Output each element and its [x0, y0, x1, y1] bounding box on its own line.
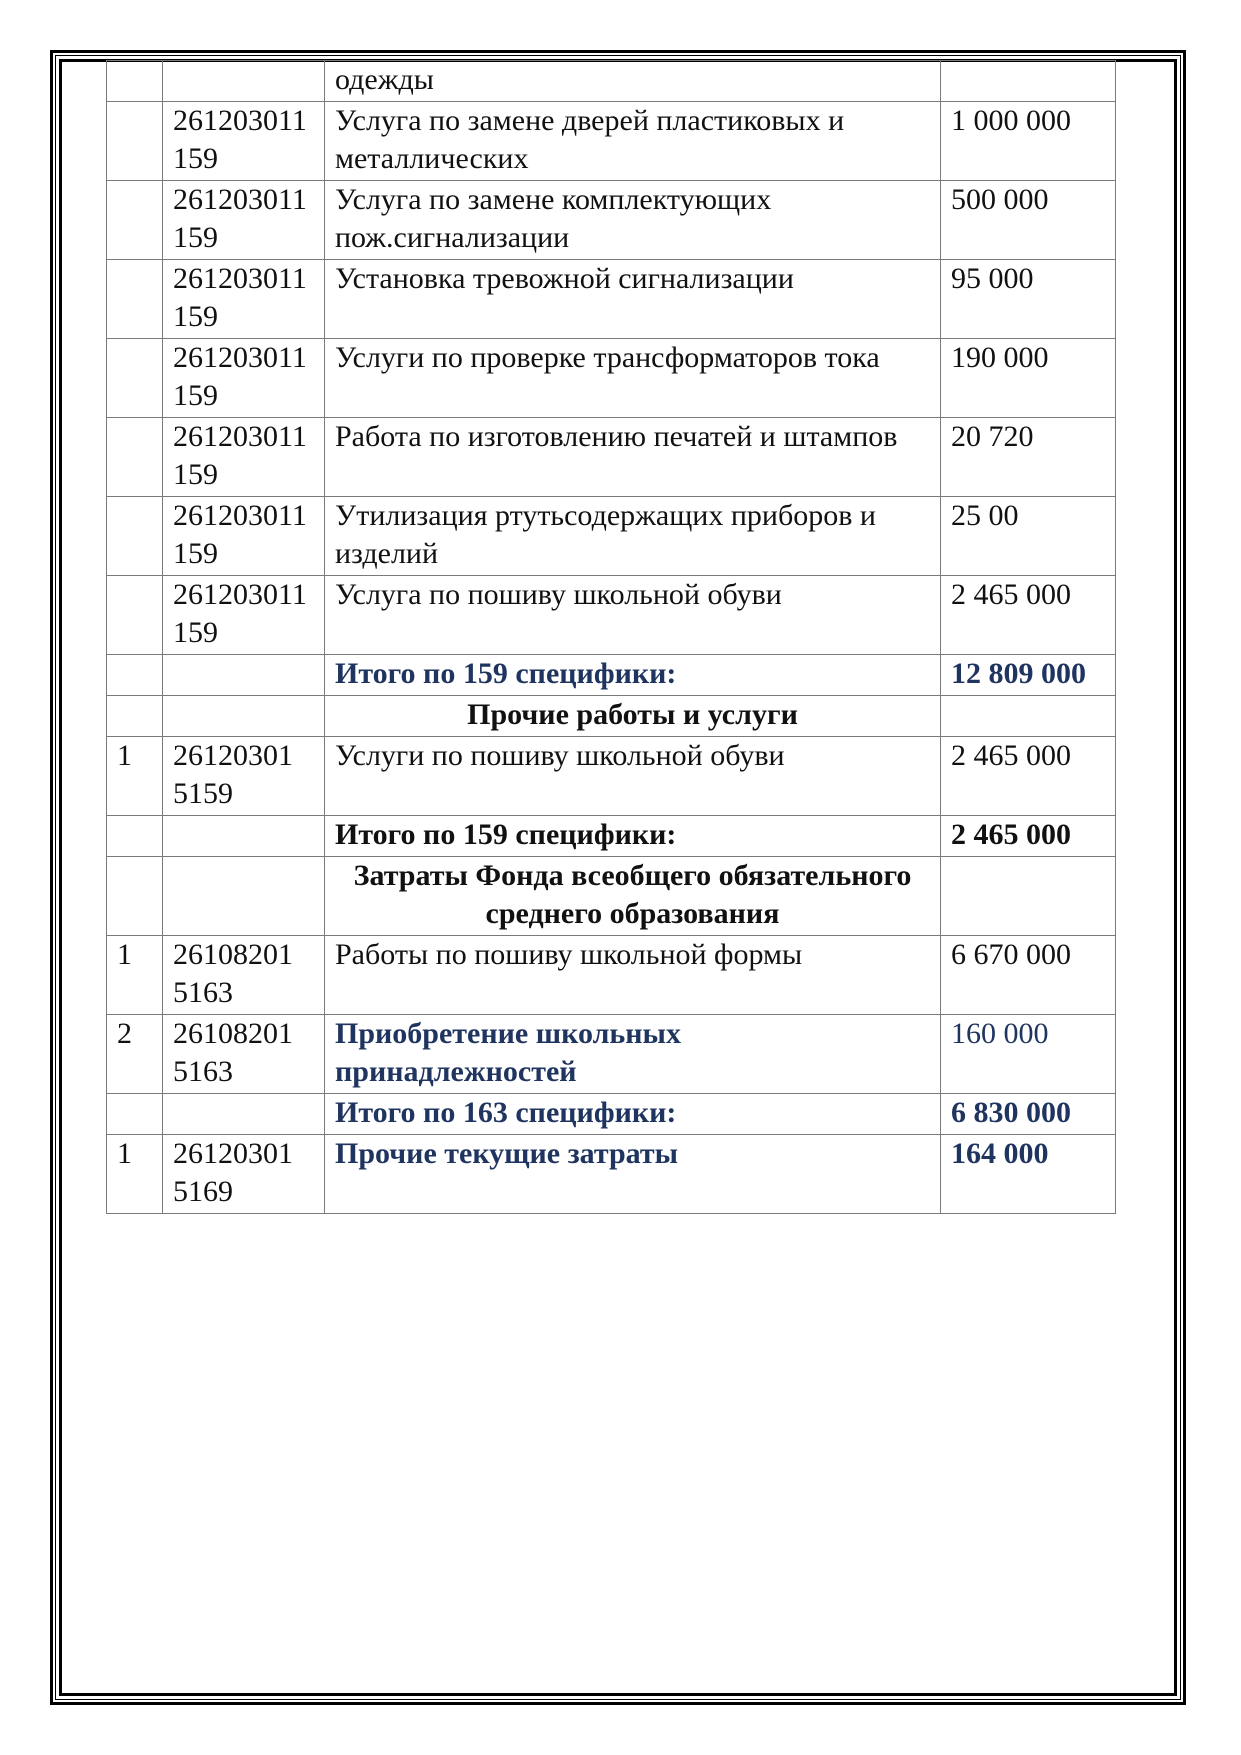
budget-code: 26108201 5163: [163, 1015, 325, 1094]
row-number: [107, 1094, 163, 1135]
item-amount: 164 000: [941, 1135, 1116, 1214]
budget-code: [163, 655, 325, 696]
budget-code: [163, 696, 325, 737]
item-amount: 25 00: [941, 497, 1116, 576]
item-amount: 2 465 000: [941, 576, 1116, 655]
table-row-section: [107, 696, 1116, 737]
subtotal-amount: 6 830 000: [941, 1094, 1116, 1135]
table-row: [107, 102, 1116, 181]
row-number: [107, 816, 163, 857]
table-row: [107, 936, 1116, 1015]
row-number: [107, 181, 163, 260]
table-row-subtotal: [107, 655, 1116, 696]
item-amount: 500 000: [941, 181, 1116, 260]
table-row-continuation: [107, 61, 1116, 102]
table-row: [107, 418, 1116, 497]
budget-code: 261203011 159: [163, 260, 325, 339]
row-number: [107, 576, 163, 655]
item-description: Утилизация ртутьсодержащих приборов и изделий: [325, 497, 941, 576]
row-number: [107, 61, 163, 102]
row-number: [107, 655, 163, 696]
section-heading: Затраты Фонда всеобщего обязательного среднего образования: [325, 857, 941, 936]
budget-code: [163, 857, 325, 936]
table-row-section: [107, 857, 1116, 936]
subtotal-label: Итого по 163 специфики:: [325, 1094, 941, 1135]
table-row: [107, 1015, 1116, 1094]
budget-code: 26108201 5163: [163, 936, 325, 1015]
row-number: [107, 418, 163, 497]
subtotal-amount: 12 809 000: [941, 655, 1116, 696]
item-description: одежды: [325, 61, 941, 102]
row-number: [107, 339, 163, 418]
row-number: 2: [107, 1015, 163, 1094]
item-description: Работы по пошиву школьной формы: [325, 936, 941, 1015]
table-row: [107, 260, 1116, 339]
item-description: Услуги по проверке трансформаторов тока: [325, 339, 941, 418]
budget-code: 261203011 159: [163, 102, 325, 181]
item-description: Прочие текущие затраты: [325, 1135, 941, 1214]
item-amount: 2 465 000: [941, 737, 1116, 816]
budget-code: 261203011 159: [163, 339, 325, 418]
item-amount: 160 000: [941, 1015, 1116, 1094]
subtotal-label: Итого по 159 специфики:: [325, 655, 941, 696]
item-amount: 190 000: [941, 339, 1116, 418]
subtotal-amount: 2 465 000: [941, 816, 1116, 857]
table-row: [107, 181, 1116, 260]
section-heading: Прочие работы и услуги: [325, 696, 941, 737]
item-description: Услуга по пошиву школьной обуви: [325, 576, 941, 655]
budget-code: 26120301 5159: [163, 737, 325, 816]
row-number: [107, 260, 163, 339]
item-amount: 1 000 000: [941, 102, 1116, 181]
item-amount: [941, 857, 1116, 936]
item-amount: [941, 696, 1116, 737]
row-number: [107, 102, 163, 181]
item-amount: 95 000: [941, 260, 1116, 339]
item-description: Установка тревожной сигнализации: [325, 260, 941, 339]
row-number: [107, 857, 163, 936]
row-number: 1: [107, 1135, 163, 1214]
item-description: Работа по изготовлению печатей и штампов: [325, 418, 941, 497]
row-number: [107, 696, 163, 737]
budget-table: [106, 60, 1116, 1214]
budget-code: 261203011 159: [163, 418, 325, 497]
budget-code: 261203011 159: [163, 181, 325, 260]
item-description: Приобретение школьных принадлежностей: [325, 1015, 941, 1094]
item-description: Услуги по пошиву школьной обуви: [325, 737, 941, 816]
item-amount: 20 720: [941, 418, 1116, 497]
item-amount: [941, 61, 1116, 102]
budget-code: [163, 61, 325, 102]
item-description: Услуга по замене дверей пластиковых и металлических: [325, 102, 941, 181]
subtotal-label: Итого по 159 специфики:: [325, 816, 941, 857]
row-number: [107, 497, 163, 576]
table-row-subtotal: [107, 1094, 1116, 1135]
table-row: [107, 1135, 1116, 1214]
budget-code: 261203011 159: [163, 576, 325, 655]
table-row-subtotal: [107, 816, 1116, 857]
item-amount: 6 670 000: [941, 936, 1116, 1015]
budget-code: [163, 1094, 325, 1135]
budget-code: 261203011 159: [163, 497, 325, 576]
budget-code: 26120301 5169: [163, 1135, 325, 1214]
table-row: [107, 497, 1116, 576]
table-row: [107, 737, 1116, 816]
table-row: [107, 576, 1116, 655]
row-number: 1: [107, 737, 163, 816]
row-number: 1: [107, 936, 163, 1015]
table-row: [107, 339, 1116, 418]
item-description: Услуга по замене комплектующих пож.сигнализации: [325, 181, 941, 260]
budget-code: [163, 816, 325, 857]
